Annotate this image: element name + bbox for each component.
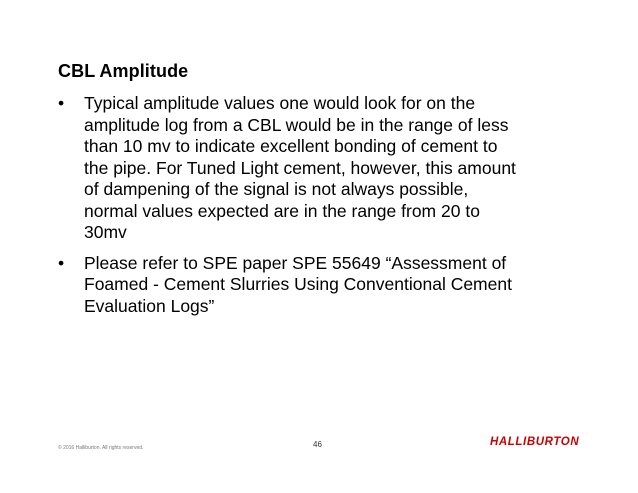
page-number: 46 xyxy=(313,440,322,449)
bullet-line: the pipe. For Tuned Light cement, however, this amount xyxy=(84,157,516,178)
bullet-item xyxy=(58,93,578,244)
bullet-line: than 10 mv to indicate excellent bonding of cement to xyxy=(84,136,498,156)
bullet-line: amplitude log from a CBL would be in the range of less xyxy=(84,114,509,135)
bullet-line: 30mv xyxy=(84,222,127,242)
bullet-mark: • xyxy=(58,93,65,113)
footer-copyright: © 2016 Halliburton. All rights reserved. xyxy=(58,445,144,451)
bullet-text xyxy=(84,253,578,318)
bullet-text xyxy=(84,93,578,244)
bullet-line: Evaluation Logs” xyxy=(84,295,215,316)
bullet-line: Please refer to SPE paper SPE 55649 “Assessment of xyxy=(84,252,507,273)
bullet-line: normal values expected are in the range from 20 to xyxy=(84,200,480,221)
halliburton-logo: HALLIBURTON xyxy=(490,436,580,448)
bullet-line: of dampening of the signal is not always possible, xyxy=(84,179,469,199)
bullet-mark: • xyxy=(58,252,65,273)
bullet-line: Typical amplitude values one would look for on the xyxy=(84,93,476,113)
bullet-list xyxy=(58,93,578,326)
bullet-item xyxy=(58,253,578,318)
slide-title: CBL Amplitude xyxy=(58,61,189,81)
bullet-line: Foamed - Cement Slurries Using Conventional Cement xyxy=(84,274,512,294)
